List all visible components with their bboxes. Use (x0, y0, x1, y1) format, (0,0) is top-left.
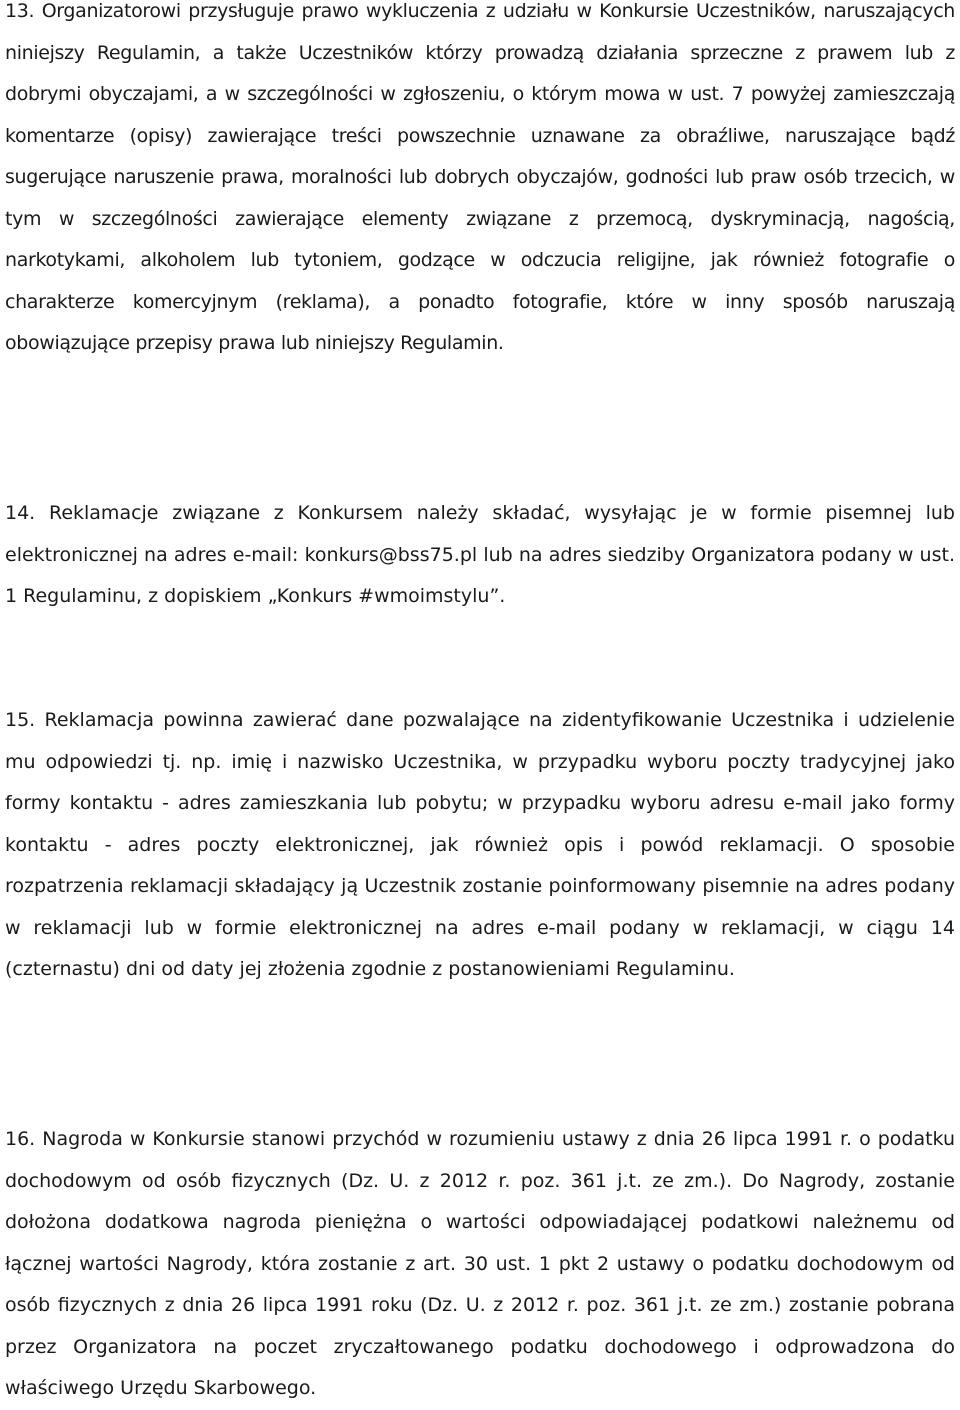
paragraph-15 (5, 700, 955, 991)
paragraph-15-number: 15. (5, 709, 36, 731)
paragraph-13-number: 13. (5, 0, 35, 22)
paragraph-14-text: Reklamacje związane z Konkursem należy składać, wysyłając je w formie pisemnej lub elektronicznej na adres e-mail: konkurs@bss75.pl lub na adres siedziby Organizatora podany w ust. 1 Regulaminu, z dopiskiem „Konkurs #wmoimstylu”. (5, 502, 955, 607)
paragraph-16 (5, 1119, 955, 1410)
paragraph-14 (5, 493, 955, 618)
paragraph-13-text: Organizatorowi przysługuje prawo wykluczenia z udziału w Konkursie Uczestników, naruszających niniejszy Regulamin, a także Uczestników którzy prowadzą działania sprzeczne z prawem lub z dobrymi obyczajami, a w szczególności w zgłoszeniu, o którym mowa w ust. 7 powyżej zamieszczają komentarze (opisy) zawierające treści powszechnie uznawane za obraźliwe, naruszające bądź sugerujące naruszenie prawa, moralności lub dobrych obyczajów, godności lub praw osób trzecich, w tym w szczególności zawierające elementy związane z przemocą, dyskryminacją, nagością, narkotykami, alkoholem lub tytoniem, godzące w odczucia religijne, jak również fotografie o charakterze komercyjnym (reklama), a ponadto fotografie, które w inny sposób naruszają obowiązujące przepisy prawa lub niniejszy Regulamin. (5, 0, 955, 354)
paragraph-14-number: 14. (5, 502, 36, 524)
paragraph-16-text: Nagroda w Konkursie stanowi przychód w rozumieniu ustawy z dnia 26 lipca 1991 r. o podatku dochodowym od osób fizycznych (Dz. U. z 2012 r. poz. 361 j.t. ze zm.). Do Nagrody, zostanie dołożona dodatkowa nagroda pieniężna o wartości odpowiadającej podatkowi należnemu od łącznej wartości Nagrody, która zostanie z art. 30 ust. 1 pkt 2 ustawy o podatku dochodowym od osób fizycznych z dnia 26 lipca 1991 roku (Dz. U. z 2012 r. poz. 361 j.t. ze zm.) zostanie pobrana przez Organizatora na poczet zryczałtowanego podatku dochodowego i odprowadzona do właściwego Urzędu Skarbowego. (5, 1128, 956, 1399)
paragraph-15-text: Reklamacja powinna zawierać dane pozwalające na zidentyfikowanie Uczestnika i udzielenie mu odpowiedzi tj. np. imię i nazwisko Uczestnika, w przypadku wyboru poczty tradycyjnej jako formy kontaktu - adres zamieszkania lub pobytu; w przypadku wyboru adresu e-mail jako formy kontaktu - adres poczty elektronicznej, jak również opis i powód reklamacji. O sposobie rozpatrzenia reklamacji składający ją Uczestnik zostanie poinformowany pisemnie na adres podany w reklamacji lub w formie elektronicznej na adres e-mail podany w reklamacji, w ciągu 14 (czternastu) dni od daty jej złożenia zgodnie z postanowieniami Regulaminu. (5, 709, 955, 980)
paragraph-16-number: 16. (5, 1128, 36, 1150)
paragraph-13 (5, 0, 955, 365)
